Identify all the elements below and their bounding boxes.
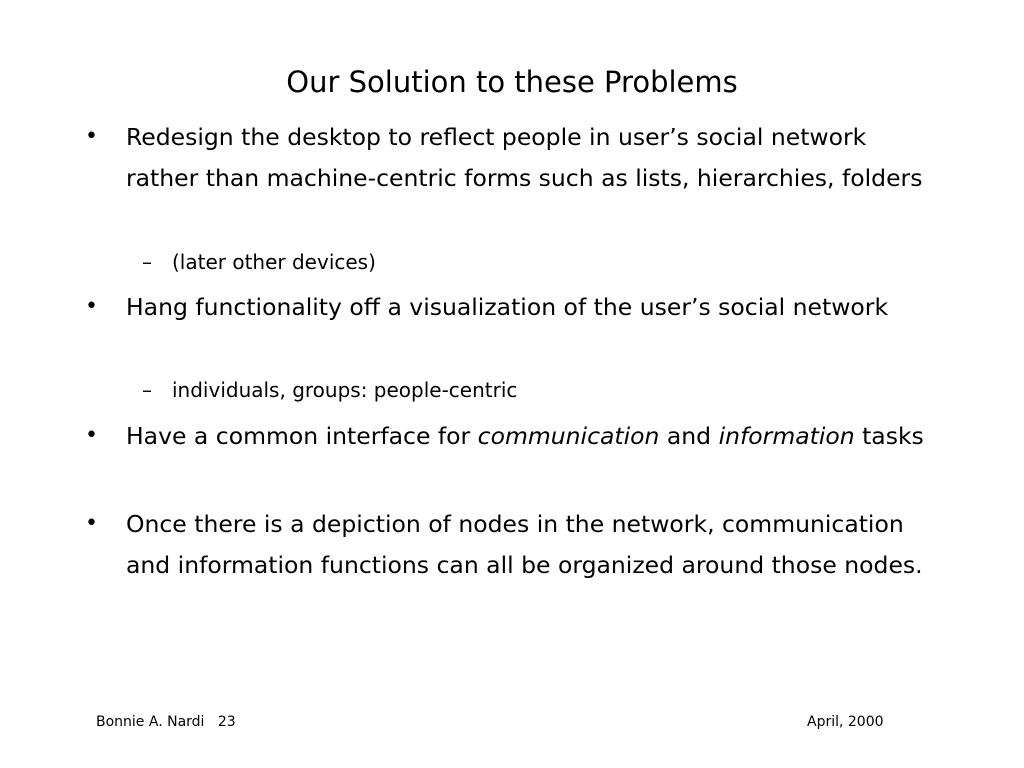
bullet-text-1: Redesign the desktop to reflect people in user’s social network rather than machine-centric forms such as lists, hierarchies, folders <box>126 123 923 192</box>
sub-bullet-text-2: individuals, groups: people-centric <box>172 378 518 402</box>
bullet-text-3-part: and <box>659 422 719 450</box>
footer-date: April, 2000 <box>807 714 884 730</box>
footer-author <box>96 713 236 731</box>
sub-bullet-text-1: (later other devices) <box>172 250 376 274</box>
bullet-text-4: Once there is a depiction of nodes in the network, communication and information functions can all be organized around those nodes. <box>126 510 923 579</box>
author-name: Bonnie A. Nardi <box>96 714 205 730</box>
emphasis-communication: communication <box>477 422 660 450</box>
bullet-text-3-part: tasks <box>854 422 924 450</box>
page-number: 23 <box>217 714 236 730</box>
bullet-text-3 <box>126 416 946 457</box>
bullet-text-2: Hang functionality off a visualization of the user’s social network <box>126 293 889 321</box>
emphasis-information: information <box>718 422 855 450</box>
bullet-marker: • <box>85 124 98 149</box>
sub-bullet-marker: – <box>142 378 152 402</box>
bullet-marker: • <box>85 294 98 319</box>
bullet-marker: • <box>85 511 98 536</box>
sub-bullet-marker: – <box>142 250 152 274</box>
bullet-marker: • <box>85 423 98 448</box>
bullet-text-3-part: Have a common interface for <box>126 422 478 450</box>
slide-title: Our Solution to these Problems <box>286 65 738 99</box>
